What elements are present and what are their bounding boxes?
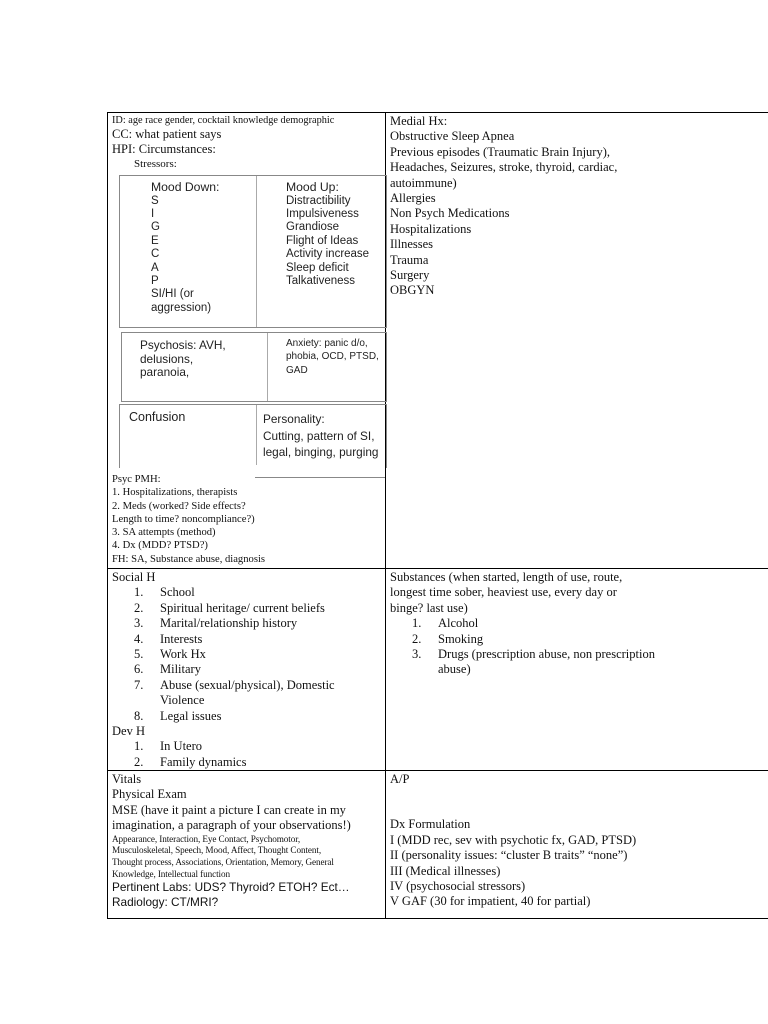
row-divider-1 [108, 568, 768, 569]
mood-down-item: SI/HI (or [151, 288, 194, 301]
mse-line: MSE (have it paint a picture I can create in my [112, 802, 346, 817]
psychosis-column [140, 339, 226, 380]
medical-history-title: Medial Hx: [390, 114, 448, 128]
medical-history-line: Trauma [390, 252, 429, 267]
personality-column [263, 411, 378, 461]
list-item: 1. School [134, 585, 195, 600]
medical-history-line: Previous episodes (Traumatic Brain Injury), [390, 144, 610, 159]
psyc-pmh-block [112, 473, 382, 566]
physical-exam-line: Physical Exam [112, 787, 187, 802]
mse-component-line: Musculoskeletal, Speech, Mood, Affect, Thought Content, [112, 845, 322, 856]
list-item: 1. Alcohol [412, 616, 479, 631]
mse-line: imagination, a paragraph of your observations!) [112, 818, 351, 833]
psychosis-anxiety-box [121, 332, 387, 402]
substances-intro-line: binge? last use) [390, 600, 468, 615]
mood-down-item: G [151, 221, 160, 234]
substances-list [390, 616, 690, 678]
list-item: 2. Smoking [412, 631, 484, 646]
anxiety-line: Anxiety: panic d/o, [286, 338, 368, 349]
mse-component-line: Knowledge, Intellectual function [112, 868, 230, 879]
mood-down-item: E [151, 234, 159, 247]
substances-intro-line: Substances (when started, length of use, route, [390, 570, 623, 584]
medical-history-line: Allergies [390, 191, 436, 206]
mse-component-line: Appearance, Interaction, Eye Contact, Psychomotor, [112, 833, 301, 844]
social-history-cell [112, 570, 382, 770]
assessment-plan-title: A/P [390, 772, 410, 786]
anxiety-column [286, 337, 379, 377]
axis-line: II (personality issues: “cluster B traits” “none”) [390, 848, 628, 863]
mood-down-item: S [151, 194, 159, 207]
psychosis-line: paranoia, [140, 365, 190, 379]
list-item: 3. Marital/relationship history [134, 616, 298, 631]
list-item: 5. Work Hx [134, 647, 206, 662]
medical-history-line: Obstructive Sleep Apnea [390, 129, 515, 144]
personality-line: Personality: [263, 412, 325, 426]
psych-note-template-table [107, 112, 768, 919]
radiology-line: Radiology: CT/MRI? [112, 895, 219, 910]
list-item: 7. Abuse (sexual/physical), Domestic Violence [134, 677, 335, 708]
mse-components [112, 834, 384, 881]
anxiety-line: GAD [286, 364, 308, 376]
pertinent-labs-line: Pertinent Labs: UDS? Thyroid? ETOH? Ect… [112, 880, 350, 895]
mood-up-item: Activity increase [286, 248, 370, 261]
list-item: 8. Legal issues [134, 708, 222, 723]
social-history-list [112, 585, 382, 724]
dx-formulation-title: Dx Formulation [390, 817, 471, 832]
psychosis-line: Psychosis: AVH, [140, 338, 226, 352]
psychosis-line: delusions, [140, 351, 194, 366]
axis-line: III (Medical illnesses) [390, 863, 501, 878]
hpi-line: HPI: Circumstances: [112, 142, 216, 157]
mood-down-item: I [151, 208, 155, 220]
developmental-history-title: Dev H [112, 724, 145, 739]
mood-down-column [151, 181, 219, 315]
mood-box [119, 175, 387, 328]
mood-down-item: P [151, 275, 159, 288]
vitals-line: Vitals [112, 772, 142, 786]
medical-history-line: Illnesses [390, 237, 434, 252]
hpi-cell [112, 114, 382, 171]
developmental-history-list [112, 739, 382, 770]
psyc-pmh-line: 4. Dx (MDD? PTSD?) [112, 540, 208, 552]
medical-history-line: Non Psych Medications [390, 206, 510, 221]
psyc-pmh-line: 3. SA attempts (method) [112, 527, 216, 539]
mood-up-title: Mood Up: [286, 180, 339, 194]
mood-down-item: aggression) [151, 301, 212, 314]
list-item: 6. Military [134, 662, 201, 677]
axis-line: I (MDD rec, sev with psychotic fx, GAD, PTSD) [390, 832, 637, 847]
id-line: ID: age race gender, cocktail knowledge demographic [112, 115, 335, 126]
mood-up-item: Talkativeness [286, 275, 356, 288]
psychosis-box-divider [267, 333, 268, 401]
list-item: 1. In Utero [134, 739, 202, 754]
psyc-pmh-line: Length to time? noncompliance?) [112, 513, 255, 525]
confusion-personality-box [119, 404, 387, 468]
mood-down-item: C [151, 248, 160, 261]
anxiety-line: phobia, OCD, PTSD, [286, 351, 379, 363]
mood-up-item: Grandiose [286, 221, 340, 234]
substances-intro-line: longest time sober, heaviest use, every day or [390, 585, 617, 600]
medical-history-line: Headaches, Seizures, stroke, thyroid, cardiac, [390, 160, 618, 175]
list-item: 4. Interests [134, 631, 203, 646]
mse-component-line: Thought process, Associations, Orientation, Memory, General [112, 857, 334, 868]
assessment-plan-cell [390, 772, 768, 910]
mood-up-column [286, 181, 369, 288]
medical-history-line: Hospitalizations [390, 221, 472, 236]
axis-line: V GAF (30 for impatient, 40 for partial) [390, 894, 591, 909]
medical-history-cell [390, 114, 768, 299]
personality-line: legal, binging, purging [263, 445, 379, 459]
mood-down-item: A [151, 261, 159, 274]
confusion-label: Confusion [129, 410, 186, 424]
mood-up-item: Impulsiveness [286, 208, 359, 220]
confusion-box-divider [256, 405, 257, 465]
medical-history-line: OBGYN [390, 283, 435, 298]
mood-up-item: Distractibility [286, 194, 351, 207]
psyc-pmh-line: FH: SA, Substance abuse, diagnosis [112, 553, 266, 565]
medical-history-line: Surgery [390, 268, 430, 283]
social-history-title: Social H [112, 570, 156, 584]
axis-line: IV (psychosocial stressors) [390, 879, 526, 894]
psyc-pmh-line: 2. Meds (worked? Side effects? [112, 500, 246, 512]
substances-cell [390, 570, 690, 678]
mood-down-title: Mood Down: [151, 180, 220, 194]
psyc-pmh-line: Psyc PMH: [112, 474, 161, 485]
spacer [390, 787, 768, 817]
mood-up-item: Sleep deficit [286, 261, 349, 274]
medical-history-line: autoimmune) [390, 175, 457, 190]
mood-up-item: Flight of Ideas [286, 234, 359, 247]
list-item: 2. Family dynamics [134, 754, 247, 769]
personality-line: Cutting, pattern of SI, [263, 428, 375, 443]
cc-line: CC: what patient says [112, 127, 222, 141]
list-item: 2. Spiritual heritage/ current beliefs [134, 600, 325, 615]
stressors-line: Stressors: [134, 157, 177, 170]
mood-box-divider [256, 176, 257, 327]
psyc-pmh-line: 1. Hospitalizations, therapists [112, 487, 238, 499]
list-item: 3. Drugs (prescription abuse, non prescription abuse) [412, 647, 655, 677]
exam-cell [112, 772, 384, 910]
